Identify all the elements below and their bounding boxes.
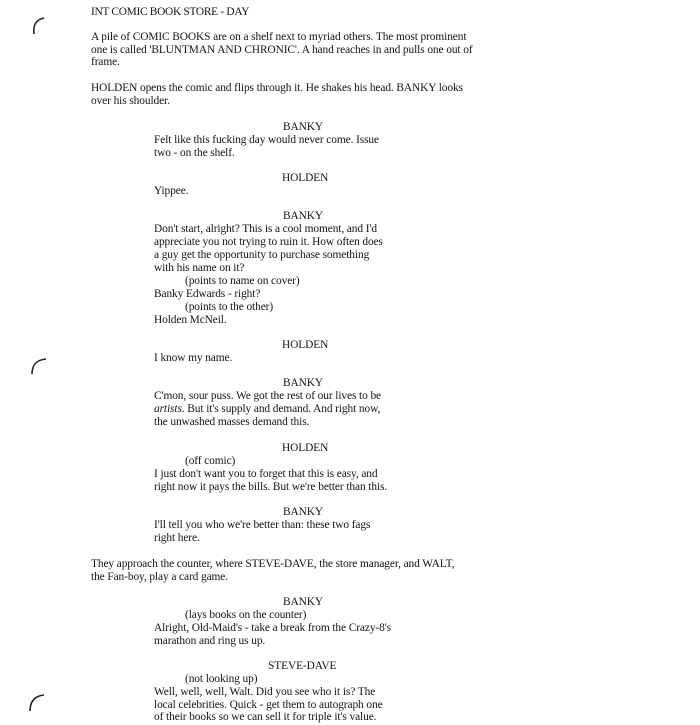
dialogue-line: Don't start, alright? This is a cool moment, and I'd [154, 223, 377, 235]
character-name: BANKY [283, 506, 324, 518]
dialogue-line: Banky Edwards - right? [154, 288, 261, 300]
scene-heading: INT COMIC BOOK STORE - DAY [91, 6, 250, 18]
character-name: BANKY [283, 210, 324, 222]
character-name: HOLDEN [282, 442, 329, 454]
dialogue-line: two - on the shelf. [154, 147, 235, 159]
action-line: A pile of COMIC BOOKS are on a shelf next to myriad others. The most prominent [91, 31, 467, 43]
dialogue-line: I just don't want you to forget that this is easy, and [154, 468, 378, 480]
dialogue-line: with his name on it? [154, 262, 245, 274]
action-line: They approach the counter, where STEVE-DAVE, the store manager, and WALT, [91, 558, 455, 570]
dialogue-line: Holden McNeil. [154, 314, 227, 326]
parenthetical: (lays books on the counter) [185, 609, 307, 621]
dialogue-line: local celebrities. Quick - get them to autograph one [154, 699, 383, 711]
dialogue-line: I'll tell you who we're better than: these two fags [154, 519, 371, 531]
dialogue-line: the unwashed masses demand this. [154, 416, 310, 428]
dialogue-line-rest: . But it's supply and demand. And right now, [181, 403, 381, 415]
character-name: STEVE-DAVE [268, 660, 337, 672]
dialogue-line: right here. [154, 532, 200, 544]
action-line: HOLDEN opens the comic and flips through it. He shakes his head. BANKY looks [91, 82, 463, 94]
parenthetical: (points to name on cover) [185, 275, 300, 287]
dialogue-line: of their books so we can sell it for triple it's value. [154, 711, 377, 723]
action-line: frame. [91, 56, 120, 68]
dialogue-line: Alright, Old-Maid's - take a break from the Crazy-8's [154, 622, 391, 634]
parenthetical: (points to the other) [185, 301, 274, 313]
action-line: over his shoulder. [91, 95, 170, 107]
punch-mark-icon [28, 692, 42, 706]
character-name: HOLDEN [282, 339, 329, 351]
dialogue-line [154, 403, 380, 416]
character-name: BANKY [283, 596, 324, 608]
character-name: BANKY [283, 121, 324, 133]
dialogue-line: right now it pays the bills. But we're better than this. [154, 481, 388, 493]
dialogue-line: Yippee. [154, 185, 189, 197]
parenthetical: (not looking up) [185, 673, 258, 685]
punch-mark-icon [30, 356, 44, 370]
dialogue-line: I know my name. [154, 352, 233, 364]
action-line: one is called 'BLUNTMAN AND CHRONIC'. A hand reaches in and pulls one out of [91, 44, 473, 56]
punch-mark-icon [32, 16, 46, 30]
dialogue-line: Well, well, well, Walt. Did you see who it is? The [154, 686, 376, 698]
character-name: BANKY [283, 377, 324, 389]
parenthetical: (off comic) [185, 455, 236, 467]
dialogue-line: Felt like this fucking day would never come. Issue [154, 134, 379, 146]
emphasis-word: artists [154, 403, 182, 415]
action-line: the Fan-boy, play a card game. [91, 571, 229, 583]
dialogue-line: marathon and ring us up. [154, 635, 266, 647]
dialogue-line: C'mon, sour puss. We got the rest of our lives to be [154, 390, 381, 402]
dialogue-line: a guy get the opportunity to purchase something [154, 249, 370, 261]
dialogue-line: appreciate you not trying to ruin it. How often does [154, 236, 383, 248]
character-name: HOLDEN [282, 172, 329, 184]
